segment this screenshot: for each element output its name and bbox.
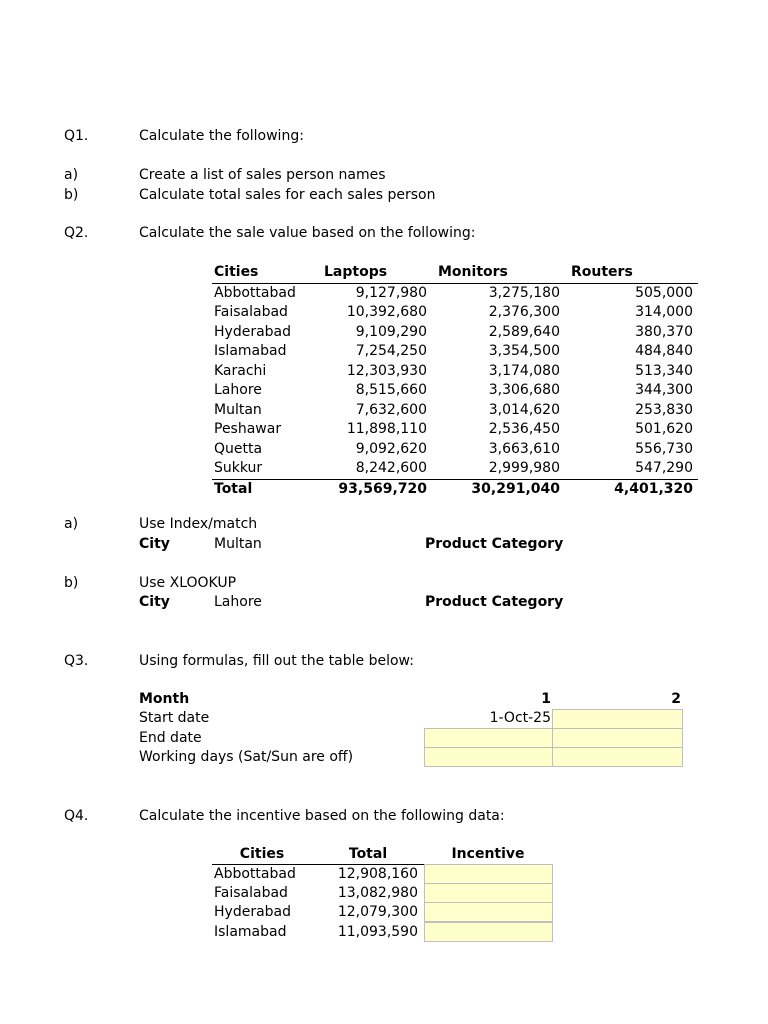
city-cell: Hyderabad <box>214 323 291 340</box>
monitors-cell: 3,663,610 <box>488 440 560 457</box>
monitors-cell: 2,536,450 <box>488 421 560 438</box>
q2-a-city-label: City <box>139 536 170 552</box>
monitors-cell: 3,174,080 <box>488 362 560 379</box>
start-date-month2-input[interactable] <box>552 709 683 729</box>
monitors-cell: 2,376,300 <box>488 304 560 321</box>
q1-a-text: Create a list of sales person names <box>139 167 386 183</box>
q2-b-city-value: Lahore <box>214 594 262 610</box>
city-cell: Sukkur <box>214 460 263 477</box>
table-row <box>212 401 698 421</box>
city-cell: Quetta <box>214 440 263 457</box>
q4-total-cell: 12,908,160 <box>337 866 418 882</box>
q1-b-marker: b) <box>64 187 79 203</box>
table-row <box>212 381 698 401</box>
q2-a-marker: a) <box>64 516 79 532</box>
q4-header-incentive: Incentive <box>451 846 525 862</box>
q2-b-text: Use XLOOKUP <box>139 575 237 591</box>
city-cell: Abbottabad <box>214 284 296 301</box>
laptops-cell: 12,303,930 <box>346 362 427 379</box>
incentive-input[interactable] <box>424 883 553 903</box>
incentive-input[interactable] <box>424 902 553 922</box>
routers-cell: 501,620 <box>635 421 693 438</box>
q4-header-total: Total <box>348 846 388 862</box>
city-cell: Lahore <box>214 382 262 399</box>
q4-city-cell: Faisalabad <box>214 885 288 901</box>
q4-total-cell: 11,093,590 <box>337 924 418 940</box>
routers-cell: 513,340 <box>635 362 693 379</box>
city-cell: Peshawar <box>214 421 282 438</box>
monitors-cell: 3,306,680 <box>488 382 560 399</box>
q3-month-1: 1 <box>541 691 551 707</box>
monitors-cell: 2,589,640 <box>488 323 560 340</box>
routers-cell: 314,000 <box>635 304 693 321</box>
q4-city-cell: Islamabad <box>214 924 287 940</box>
header-monitors: Monitors <box>432 263 565 283</box>
laptops-cell: 9,092,620 <box>355 440 427 457</box>
city-cell: Multan <box>214 401 262 418</box>
total-label: Total <box>212 479 312 499</box>
city-cell: Islamabad <box>214 343 287 360</box>
q2-a-category-label: Product Category <box>425 536 564 552</box>
table-row <box>212 459 698 479</box>
table-row <box>212 323 698 343</box>
laptops-cell: 9,127,980 <box>355 284 427 301</box>
end-date-month2-input[interactable] <box>552 728 683 748</box>
laptops-cell: 8,515,660 <box>355 382 427 399</box>
routers-cell: 380,370 <box>635 323 693 340</box>
monitors-cell: 2,999,980 <box>488 460 560 477</box>
q2-a-text: Use Index/match <box>139 516 258 532</box>
q3-working-label: Working days (Sat/Sun are off) <box>139 749 354 765</box>
q1-text: Calculate the following: <box>139 128 304 144</box>
q2-b-city-label: City <box>139 594 170 610</box>
working-days-month2-input[interactable] <box>552 747 683 767</box>
end-date-month1-input[interactable] <box>424 728 553 748</box>
sales-table-header <box>212 263 698 283</box>
laptops-cell: 11,898,110 <box>346 421 427 438</box>
q3-start-value: 1-Oct-25 <box>489 710 551 726</box>
routers-cell: 547,290 <box>635 460 693 477</box>
monitors-cell: 3,354,500 <box>488 343 560 360</box>
routers-cell: 505,000 <box>635 284 693 301</box>
routers-cell: 253,830 <box>635 401 693 418</box>
city-cell: Karachi <box>214 362 267 379</box>
routers-cell: 556,730 <box>635 440 693 457</box>
q3-text: Using formulas, fill out the table below: <box>139 653 414 669</box>
q1-b-text: Calculate total sales for each sales person <box>139 187 436 203</box>
table-row <box>212 440 698 460</box>
table-row <box>212 303 698 323</box>
laptops-cell: 10,392,680 <box>346 304 427 321</box>
q4-text: Calculate the incentive based on the following data: <box>139 808 505 824</box>
routers-cell: 484,840 <box>635 343 693 360</box>
q4-label: Q4. <box>64 808 89 824</box>
total-laptops: 93,569,720 <box>312 479 432 499</box>
q2-text: Calculate the sale value based on the following: <box>139 225 476 241</box>
q4-total-cell: 13,082,980 <box>337 885 418 901</box>
q3-end-label: End date <box>139 730 202 746</box>
laptops-cell: 7,632,600 <box>355 401 427 418</box>
routers-cell: 344,300 <box>635 382 693 399</box>
working-days-month1-input[interactable] <box>424 747 553 767</box>
total-monitors: 30,291,040 <box>432 479 565 499</box>
q1-label: Q1. <box>64 128 89 144</box>
q4-header-cities: Cities <box>239 846 285 862</box>
q3-start-label: Start date <box>139 710 210 726</box>
incentive-input[interactable] <box>424 864 553 884</box>
monitors-cell: 3,014,620 <box>488 401 560 418</box>
q4-city-cell: Abbottabad <box>214 866 296 882</box>
q1-a-marker: a) <box>64 167 79 183</box>
table-row <box>212 342 698 362</box>
laptops-cell: 9,109,290 <box>355 323 427 340</box>
header-routers: Routers <box>565 263 698 283</box>
q3-label: Q3. <box>64 653 89 669</box>
table-row <box>212 283 698 303</box>
laptops-cell: 8,242,600 <box>355 460 427 477</box>
header-laptops: Laptops <box>312 263 432 283</box>
q2-b-category-label: Product Category <box>425 594 564 610</box>
table-row <box>212 420 698 440</box>
q4-city-cell: Hyderabad <box>214 904 291 920</box>
city-cell: Faisalabad <box>214 304 288 321</box>
monitors-cell: 3,275,180 <box>488 284 560 301</box>
header-cities: Cities <box>212 263 312 283</box>
table-row <box>212 362 698 382</box>
q2-a-city-value: Multan <box>214 536 262 552</box>
q3-month-label: Month <box>139 691 190 707</box>
total-routers: 4,401,320 <box>565 479 698 499</box>
laptops-cell: 7,254,250 <box>355 343 427 360</box>
sales-table <box>212 263 698 499</box>
q2-label: Q2. <box>64 225 89 241</box>
q3-month-2: 2 <box>671 691 681 707</box>
total-row <box>212 479 698 499</box>
q4-total-cell: 12,079,300 <box>337 904 418 920</box>
q2-b-marker: b) <box>64 575 79 591</box>
incentive-input[interactable] <box>424 922 553 942</box>
